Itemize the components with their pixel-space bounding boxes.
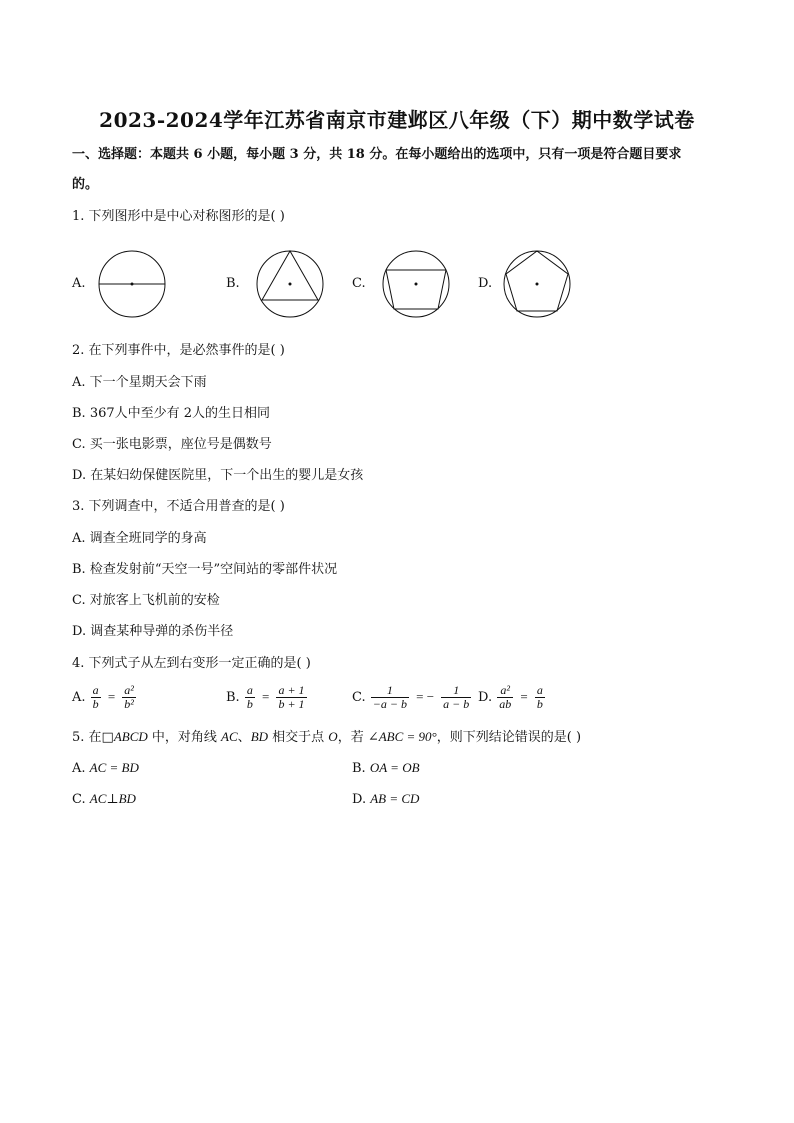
q2-option-c: C. 买一张电影票，座位号是偶数号 <box>72 437 272 452</box>
q5-point-o: O <box>328 729 338 744</box>
q1-option-c-label: C. <box>352 276 366 291</box>
q4-b-denominator-right: b + 1 <box>278 697 305 711</box>
q4-d-equals: = <box>520 689 528 704</box>
question-2-stem: 2. 在下列事件中，是必然事件的是( ) <box>72 343 285 358</box>
q4-d-numerator-left: a² <box>497 684 513 698</box>
question-3-stem: 3. 下列调查中，不适合用普查的是( ) <box>72 499 285 514</box>
q4-d-numerator-right: a <box>536 683 543 697</box>
q4-option-a-label: A. <box>72 690 86 705</box>
q5-option-b-expression: OA = OB <box>369 760 420 775</box>
q5-stem-text-1: 中，对角线 <box>147 730 222 745</box>
q4-b-fraction-left <box>245 684 255 711</box>
q5-stem-text-3: ，若 <box>337 730 368 745</box>
q4-c-fraction-left <box>371 684 409 711</box>
q4-option-c-label: C. <box>352 690 366 705</box>
q4-a-numerator-left: a <box>92 683 99 697</box>
q5-stem-prefix: 5. 在□ <box>72 730 114 745</box>
question-1-stem: 1. 下列图形中是中心对称图形的是( ) <box>72 209 285 224</box>
q4-d-fraction-left <box>497 684 513 711</box>
q1-figure-c-circle-trapezoid <box>382 250 452 320</box>
q1-option-b-label: B. <box>226 276 240 291</box>
q1-figure-a-circle-diameter <box>98 250 168 320</box>
q4-option-b-label: B. <box>226 690 240 705</box>
q5-option-d-expression: AB = CD <box>370 791 420 806</box>
q4-c-denominator-left: −a − b <box>372 697 407 711</box>
q5-option-b-label: B. <box>352 761 366 776</box>
q5-stem-text-2: 相交于点 <box>268 730 329 745</box>
q4-b-numerator-right: a + 1 <box>278 683 305 697</box>
q4-a-numerator-right: a² <box>124 683 134 697</box>
q4-option-a <box>72 684 137 711</box>
page-title: 2023-2024学年江苏省南京市建邺区八年级（下）期中数学试卷 <box>99 108 695 132</box>
q5-diagonal-ac: AC <box>221 729 238 744</box>
q5-parallelogram-name: ABCD <box>113 729 148 744</box>
section-instructions-line2: 的。 <box>72 177 99 192</box>
q4-c-numerator-right: 1 <box>441 684 471 698</box>
question-4-stem: 4. 下列式子从左到右变形一定正确的是( ) <box>72 656 311 671</box>
q4-d-fraction-right <box>535 684 545 711</box>
q5-option-a-label: A. <box>72 761 86 776</box>
q4-b-equals: = <box>261 689 270 704</box>
q4-a-fraction-right <box>122 684 136 711</box>
q4-option-d-label: D. <box>478 690 493 705</box>
q2-option-d: D. 在某妇幼保健医院里，下一个出生的婴儿是女孩 <box>72 468 364 483</box>
q5-option-c-label: C. <box>72 792 86 807</box>
q5-option-d <box>352 790 419 809</box>
q3-option-a: A. 调查全班同学的身高 <box>72 531 207 546</box>
q4-b-numerator-left: a <box>246 683 253 697</box>
q4-option-b <box>226 684 308 711</box>
q4-b-denominator-left: b <box>246 697 253 711</box>
q1-figure-d-circle-pentagon <box>503 250 573 320</box>
q1-option-a-label: A. <box>72 276 86 291</box>
q4-option-d <box>478 684 546 711</box>
q5-stem-separator: 、 <box>237 730 251 745</box>
q4-a-denominator-left: b <box>92 697 99 711</box>
q1-figure-b-circle-triangle <box>256 250 326 320</box>
q4-d-denominator-right: b <box>536 697 543 711</box>
q4-c-fraction-right <box>441 684 471 711</box>
q4-a-fraction-left <box>91 684 101 711</box>
q4-c-numerator-left: 1 <box>371 684 409 698</box>
q4-d-denominator-left: ab <box>499 697 512 711</box>
q4-b-fraction-right <box>276 684 306 711</box>
q3-option-b: B. 检查发射前“天空一号”空间站的零部件状况 <box>72 562 338 577</box>
section-instructions-line1: 一、选择题：本题共 6 小题，每小题 3 分，共 18 分。在每小题给出的选项中，只有一项是符合题目要求 <box>72 147 682 162</box>
q5-diagonal-bd: BD <box>250 729 269 744</box>
q5-option-a <box>72 759 139 778</box>
q4-c-equals: = − <box>416 689 435 704</box>
q4-a-equals: = <box>107 689 116 704</box>
q2-option-b: B. 367人中至少有 2人的生日相同 <box>72 406 271 421</box>
question-5-stem <box>72 728 581 747</box>
q4-c-denominator-right: a − b <box>443 697 470 711</box>
q5-stem-suffix: ，则下列结论错误的是( ) <box>436 730 582 745</box>
q5-option-c <box>72 790 136 809</box>
q4-a-denominator-right: b² <box>124 697 134 711</box>
q5-option-d-label: D. <box>352 792 367 807</box>
q5-option-a-expression: AC = BD <box>89 760 139 775</box>
q3-option-c: C. 对旅客上飞机前的安检 <box>72 593 220 608</box>
q5-option-b <box>352 759 420 778</box>
q4-option-c <box>352 684 472 711</box>
q1-option-d-label: D. <box>478 276 493 291</box>
q2-option-a: A. 下一个星期天会下雨 <box>72 375 207 390</box>
q5-option-c-expression: AC⊥BD <box>89 791 136 806</box>
q5-angle-condition: ∠ABC = 90° <box>367 729 437 744</box>
q3-option-d: D. 调查某种导弹的杀伤半径 <box>72 624 234 639</box>
